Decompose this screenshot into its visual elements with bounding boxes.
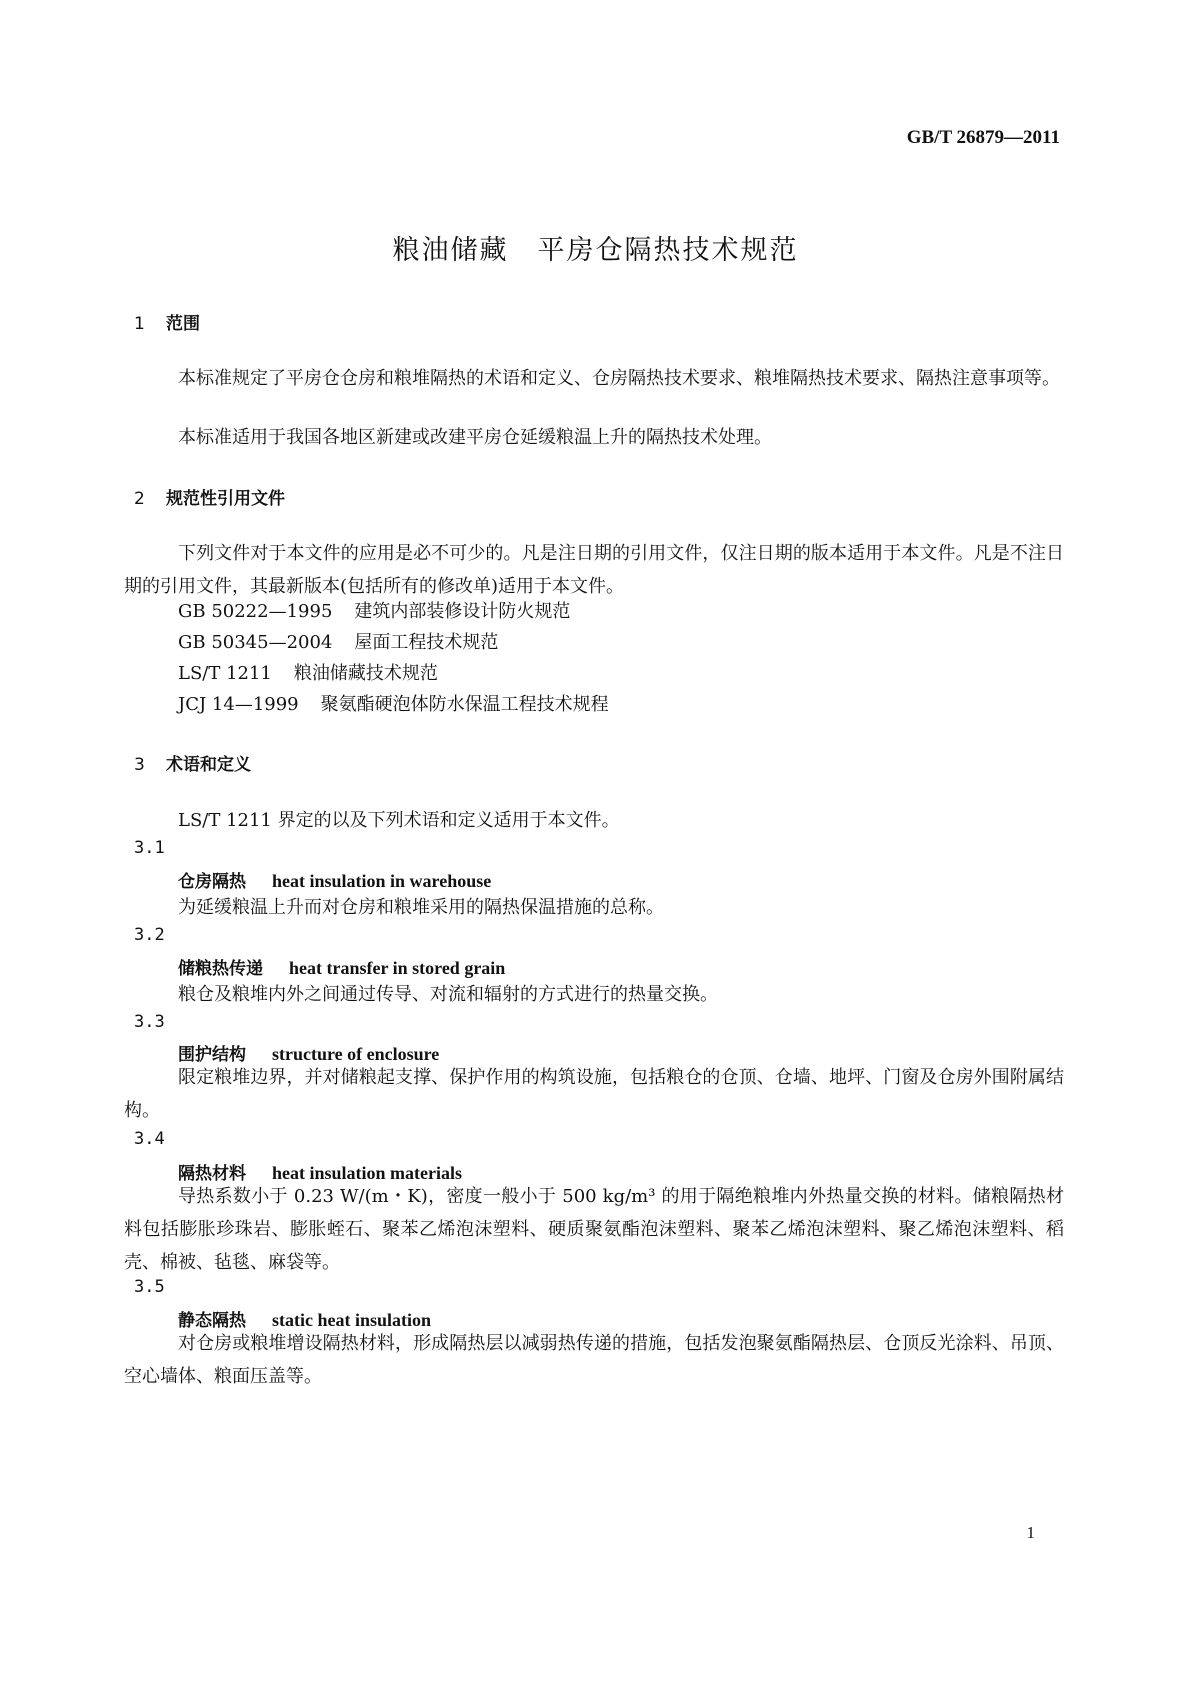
section-number: 2 [134, 489, 145, 509]
term-english: heat insulation materials [272, 1163, 463, 1183]
reference-code: GB 50222—1995 [178, 601, 333, 622]
reference-item [178, 597, 570, 623]
term-english: heat transfer in stored grain [289, 958, 506, 978]
reference-name: 屋面工程技术规范 [354, 632, 499, 653]
reference-name: 聚氨酯硬泡体防水保温工程技术规程 [320, 694, 609, 715]
reference-item [178, 690, 609, 716]
term-definition: 为延缓粮温上升而对仓房和粮堆采用的隔热保温措施的总称。 [178, 897, 664, 918]
term-chinese: 隔热材料 [178, 1164, 246, 1184]
section-heading-3 [134, 750, 251, 775]
paragraph-terms-intro: LS/T 1211 界定的以及下列术语和定义适用于本文件。 [178, 810, 620, 831]
clause-number: 3.5 [134, 1277, 165, 1297]
reference-item [178, 659, 438, 685]
term-definition: 粮仓及粮堆内外之间通过传导、对流和辐射的方式进行的热量交换。 [178, 984, 718, 1005]
term-title [178, 867, 491, 892]
term-chinese: 静态隔热 [178, 1311, 246, 1331]
section-number: 1 [134, 314, 145, 334]
term-title [178, 954, 505, 979]
term-definition: 对仓房或粮堆增设隔热材料，形成隔热层以减弱热传递的措施，包括发泡聚氨酯隔热层、仓顶反光涂料、吊顶、空心墙体、粮面压盖等。 [124, 1333, 1064, 1387]
reference-code: LS/T 1211 [178, 663, 272, 684]
section-title: 规范性引用文件 [166, 489, 285, 509]
clause-number: 3.1 [134, 838, 165, 858]
term-chinese: 围护结构 [178, 1045, 246, 1065]
section-heading-2 [134, 484, 285, 509]
term-english: heat insulation in warehouse [272, 871, 492, 891]
section-heading-1 [134, 309, 200, 334]
page-number: 1 [1026, 1523, 1035, 1542]
document-title: 粮油储藏 平房仓隔热技术规范 [392, 235, 799, 266]
section-title: 术语和定义 [166, 755, 251, 775]
section-number: 3 [134, 755, 145, 775]
standard-code: GB/T 26879—2011 [906, 127, 1060, 148]
reference-name: 粮油储藏技术规范 [293, 663, 438, 684]
reference-name: 建筑内部装修设计防火规范 [354, 601, 571, 622]
term-chinese: 储粮热传递 [178, 959, 263, 979]
term-chinese: 仓房隔热 [178, 872, 246, 892]
reference-code: GB 50345—2004 [178, 632, 333, 653]
reference-code: JCJ 14—1999 [178, 694, 299, 715]
clause-number: 3.2 [134, 925, 165, 945]
paragraph-references-intro: 下列文件对于本文件的应用是必不可少的。凡是注日期的引用文件，仅注日期的版本适用于本文件。凡是不注日期的引用文件，其最新版本(包括所有的修改单)适用于本文件。 [124, 543, 1064, 597]
term-english: structure of enclosure [272, 1044, 440, 1064]
term-definition: 限定粮堆边界，并对储粮起支撑、保护作用的构筑设施，包括粮仓的仓顶、仓墙、地坪、门窗及仓房外围附属结构。 [124, 1067, 1064, 1121]
clause-number: 3.3 [134, 1012, 165, 1032]
clause-number: 3.4 [134, 1129, 165, 1149]
reference-item [178, 628, 498, 654]
term-english: static heat insulation [272, 1310, 432, 1330]
paragraph-scope-2: 本标准适用于我国各地区新建或改建平房仓延缓粮温上升的隔热技术处理。 [178, 427, 772, 448]
section-title: 范围 [166, 314, 200, 334]
paragraph-scope-1: 本标准规定了平房仓仓房和粮堆隔热的术语和定义、仓房隔热技术要求、粮堆隔热技术要求、隔热注意事项等。 [178, 368, 1060, 389]
term-definition: 导热系数小于 0.23 W/(m・K)，密度一般小于 500 kg/m³ 的用于隔绝粮堆内外热量交换的材料。储粮隔热材料包括膨胀珍珠岩、膨胀蛭石、聚苯乙烯泡沫塑料、硬质聚氨酯泡沫塑料、聚苯乙烯泡沫塑料、聚乙烯泡沫塑料、稻壳、棉被、毡毯、麻袋等。 [124, 1186, 1064, 1273]
